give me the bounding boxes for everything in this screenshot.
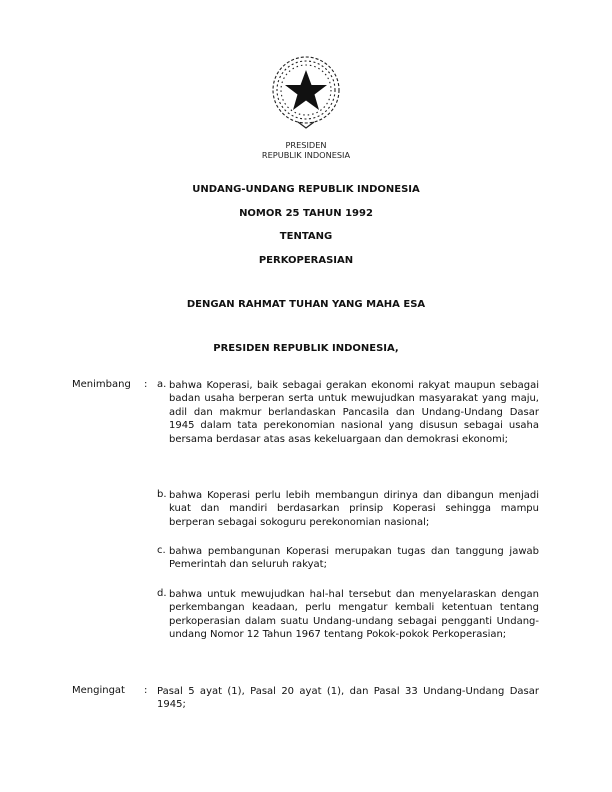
issuer: PRESIDEN REPUBLIK INDONESIA, <box>213 343 399 354</box>
item-letter: b. <box>157 489 167 500</box>
item-letter: c. <box>157 545 166 556</box>
menimbang-colon: : <box>144 379 148 390</box>
mengingat-colon: : <box>144 685 148 696</box>
emblem-caption-republik: REPUBLIK INDONESIA <box>261 150 351 160</box>
menimbang-label: Menimbang <box>72 379 131 390</box>
menimbang-item-b: bahwa Koperasi perlu lebih membangun dirinya dan dibangun menjadi kuat dan mandiri berdasarkan prinsip Koperasi sehingga mampu berperan sebagai sokoguru perekonomian nasional; <box>169 490 539 528</box>
document-title: UNDANG-UNDANG REPUBLIK INDONESIA <box>192 184 420 195</box>
menimbang-item-d: bahwa untuk mewujudkan hal-hal tersebut dan menyelaraskan dengan perkembangan keadaan, perlu mengatur kembali ketentuan tentang perkoperasian dalam suatu Undang-undang sebagai pengganti Undang-undang Nomor 12 Tahun 1967 tentang Pokok-pokok Perkoperasian; <box>169 589 539 641</box>
menimbang-item-c: bahwa pembangunan Koperasi merupakan tugas dan tanggung jawab Pemerintah dan seluruh rakyat; <box>169 546 539 571</box>
emblem-caption-presiden: PRESIDEN <box>285 140 327 150</box>
document-number: NOMOR 25 TAHUN 1992 <box>239 208 373 219</box>
document-tentang: TENTANG <box>279 231 333 242</box>
document-subject: PERKOPERASIAN <box>258 255 354 266</box>
mengingat-text: Pasal 5 ayat (1), Pasal 20 ayat (1), dan Pasal 33 Undang-Undang Dasar 1945; <box>157 686 539 711</box>
item-letter: a. <box>157 379 167 390</box>
item-letter: d. <box>157 588 167 599</box>
menimbang-item-a: bahwa Koperasi, baik sebagai gerakan ekonomi rakyat maupun sebagai badan usaha berperan serta untuk mewujudkan masyarakat yang maju, adil dan makmur berlandaskan Pancasila dan Undang-Undang Dasar 1945 dalam tata perekonomian nasional yang disusun sebagai usaha bersama berdasar atas asas kekeluargaan dan demokrasi ekonomi; <box>169 380 539 445</box>
mengingat-label: Mengingat <box>72 685 125 696</box>
presidential-emblem-icon <box>268 50 344 132</box>
invocation: DENGAN RAHMAT TUHAN YANG MAHA ESA <box>186 299 426 310</box>
